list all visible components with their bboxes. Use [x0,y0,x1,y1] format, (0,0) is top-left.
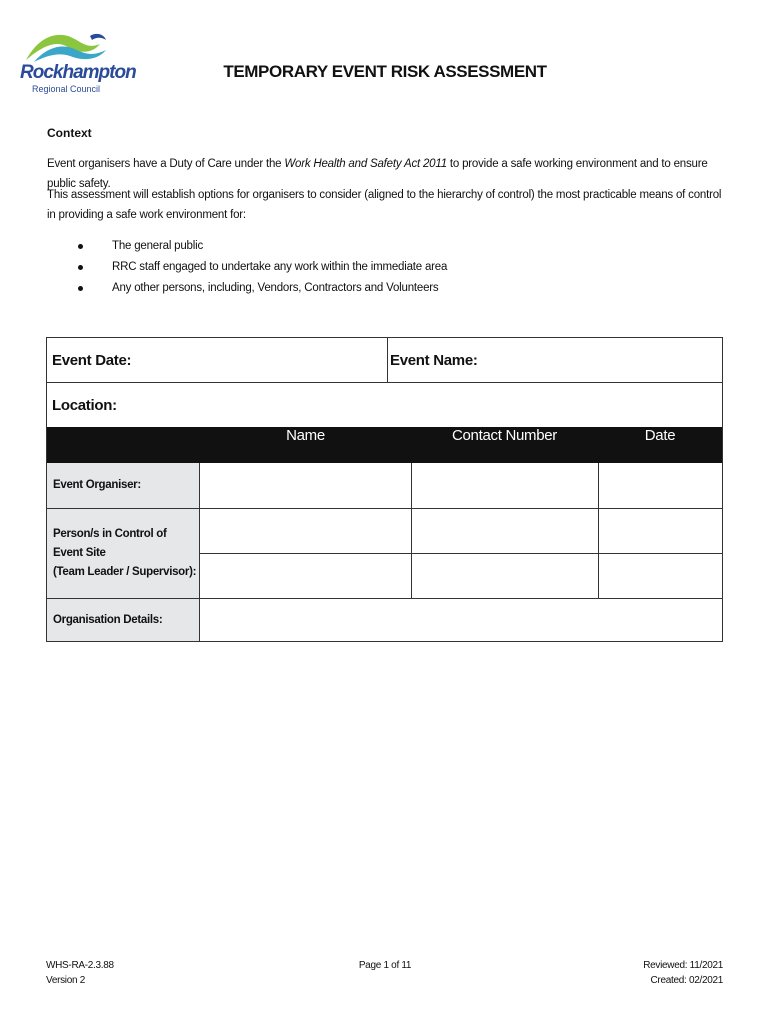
reviewed-date: Reviewed: 11/2021 [643,960,723,971]
footer-dates [643,958,723,988]
logo-subtitle: Regional Council [31,84,101,94]
created-date: Created: 02/2021 [650,975,723,986]
control-name-input-2[interactable] [201,554,411,598]
event-date-field[interactable] [47,338,387,382]
divider [598,463,599,598]
control-line-1: Person/s in Control of Event Site [53,528,167,559]
control-contact-input-2[interactable] [412,554,598,598]
context-paragraph-2: This assessment will establish options for organisers to consider (aligned to the hierarchy of control) the most practicable means of control in providing a safe work environment for: [47,189,722,221]
bullet-icon [78,265,83,270]
page-title: TEMPORARY EVENT RISK ASSESSMENT [223,62,547,81]
organisation-details-input[interactable] [201,599,722,641]
divider [411,463,412,598]
list-item-text: RRC staff engaged to undertake any work within the immediate area [112,261,448,273]
organiser-name-input[interactable] [201,463,411,508]
control-date-input-1[interactable] [599,509,722,553]
list-item [47,278,447,299]
organiser-date-input[interactable] [599,463,722,508]
column-header-date: Date [644,427,676,444]
column-header-contact: Contact Number [451,427,557,444]
doc-code: WHS-RA-2.3.88 [46,960,114,971]
divider [47,508,722,509]
event-organiser-label [47,463,200,508]
p1-text-before: Event organisers have a Duty of Care under the [47,158,285,170]
event-organiser-text: Event Organiser: [53,479,141,491]
logo-wordmark: Rockhampton [20,62,136,83]
list-item-text: The general public [112,240,204,252]
person-in-control-text [53,525,199,582]
p1-text-after: to provide a safe working environment and to ensure public safety. [47,158,708,190]
bullet-list [47,236,447,299]
organisation-details-text: Organisation Details: [53,613,163,626]
context-heading: Context [47,126,92,140]
event-name-field[interactable] [388,338,722,382]
organiser-contact-input[interactable] [412,463,598,508]
event-date-label: Event Date: [52,352,132,369]
table-header [47,427,722,463]
location-label: Location: [52,397,117,414]
control-line-2: (Team Leader / Supervisor): [53,566,197,578]
control-name-input-1[interactable] [201,509,411,553]
event-name-label: Event Name: [390,352,478,369]
divider [47,598,722,599]
column-header-name: Name [286,427,325,444]
act-name: Work Health and Safety Act 2011 [284,158,447,170]
person-in-control-label [47,509,200,598]
organisation-details-label [47,599,200,641]
control-date-input-2[interactable] [599,554,722,598]
event-details-form [46,337,723,642]
page-number: Page 1 of 11 [358,960,412,971]
bullet-icon [78,244,83,249]
bullet-icon [78,286,83,291]
list-item [47,257,447,278]
divider [200,553,722,554]
control-contact-input-1[interactable] [412,509,598,553]
list-item [47,236,447,257]
list-item-text: Any other persons, including, Vendors, Contractors and Volunteers [112,282,439,294]
location-field[interactable] [47,383,722,427]
doc-version: Version 2 [46,975,85,986]
